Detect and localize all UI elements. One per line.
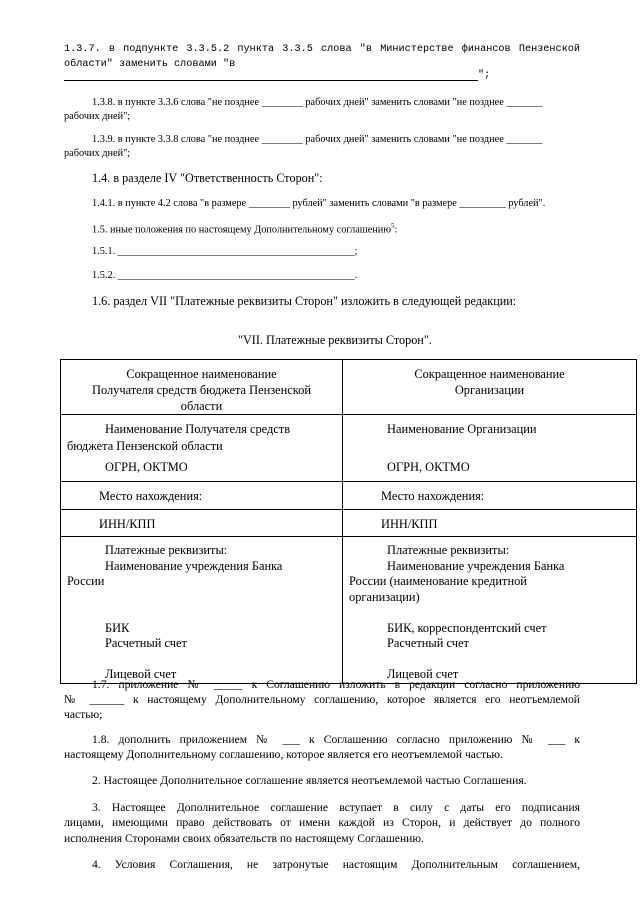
paragraph-3-line3: исполнения Сторонами своих обязательств по настоящему Соглашению. [64, 832, 424, 845]
table-cell: Платежные реквизиты: Наименование учреждения Банка России БИК Расчетный счет Лицевой счет [61, 537, 343, 684]
paragraph-3-line1: 3. Настоящее Дополнительное соглашение вступает в силу с даты его подписания [92, 801, 580, 814]
blank-underline [64, 80, 478, 81]
table-cell: Место нахождения: [61, 482, 343, 510]
clause-1-3-9-line1: 1.3.9. в пункте 3.3.8 слова "не позднее ________ рабочих дней" заменить словами "не позднее _______ [92, 134, 543, 145]
paragraph-3-line2: лицами, имеющими право действовать от имени каждой из Сторон, и действует до полного [64, 816, 580, 829]
clause-1-6: 1.6. раздел VII "Платежные реквизиты Сторон" изложить в следующей редакции: [92, 294, 517, 308]
clause-1-8-line1: 1.8. дополнить приложением № ___ к Соглашению согласно приложению № ___ к [92, 733, 580, 746]
clause-1-3-9-line2: рабочих дней"; [64, 148, 131, 159]
table-cell: ИНН/КПП [343, 510, 637, 537]
clause-1-3-7-line2: области" заменить словами "в [64, 59, 236, 70]
table-cell: Платежные реквизиты: Наименование учреждения Банка России (наименование кредитной организации) БИК, корреспондентский счет Расчетный счет Лицевой счет [343, 537, 637, 684]
paragraph-2: 2. Настоящее Дополнительное соглашение является неотъемлемой частью Соглашения. [92, 774, 527, 787]
clause-1-7-line2: № ______ к настоящему Дополнительному соглашению, которое является его неотъемлемой [64, 693, 580, 706]
section-title: "VII. Платежные реквизиты Сторон". [238, 333, 432, 347]
table-row [61, 482, 637, 510]
clause-1-3-7-tail: "; [478, 70, 491, 81]
table-cell: ИНН/КПП [61, 510, 343, 537]
clause-1-5-2: 1.5.2. ______________________________________________. [92, 270, 358, 281]
clause-1-5-1: 1.5.1. ______________________________________________; [92, 246, 358, 257]
clause-1-4-1: 1.4.1. в пункте 4.2 слова "в размере ________ рублей" заменить словами "в размере _________ рублей". [92, 198, 546, 209]
header-right-cell: Сокращенное наименование Организации [343, 360, 637, 415]
clause-1-7-line1: 1.7. приложение № _____ к Соглашению изложить в редакции согласно приложению [92, 678, 580, 691]
clause-1-5: 1.5. иные положения по настоящему Дополнительному соглашению$^5$: [92, 222, 398, 236]
table-header-row [61, 360, 637, 415]
clause-1-7-line3: частью; [64, 708, 103, 721]
table-cell: Наименование Получателя средств бюджета Пензенской области ОГРН, ОКТМО [61, 415, 343, 482]
header-left-cell: Сокращенное наименование Получателя средств бюджета Пензенской области [61, 360, 343, 415]
payment-details-table [60, 359, 637, 684]
clause-1-4: 1.4. в разделе IV "Ответственность Сторон": [92, 171, 323, 185]
clause-1-3-8-line1: 1.3.8. в пункте 3.3.6 слова "не позднее ________ рабочих дней" заменить словами "не позднее _______ [92, 97, 543, 108]
clause-1-3-7-line1: 1.3.7. в подпункте 3.3.5.2 пункта 3.3.5 слова "в Министерстве финансов Пензенской [64, 44, 580, 55]
footnote-ref: 5 [391, 222, 395, 230]
table-cell: Наименование Организации ОГРН, ОКТМО [343, 415, 637, 482]
paragraph-4-line1: 4. Условия Соглашения, не затронутые настоящим Дополнительным соглашением, [92, 858, 580, 871]
table-row [61, 510, 637, 537]
clause-1-8-line2: настоящему Дополнительному соглашению, которое является его неотъемлемой частью. [64, 748, 503, 761]
table-row [61, 537, 637, 684]
clause-1-3-8-line2: рабочих дней"; [64, 111, 131, 122]
table-row [61, 415, 637, 482]
table-cell: Место нахождения: [343, 482, 637, 510]
